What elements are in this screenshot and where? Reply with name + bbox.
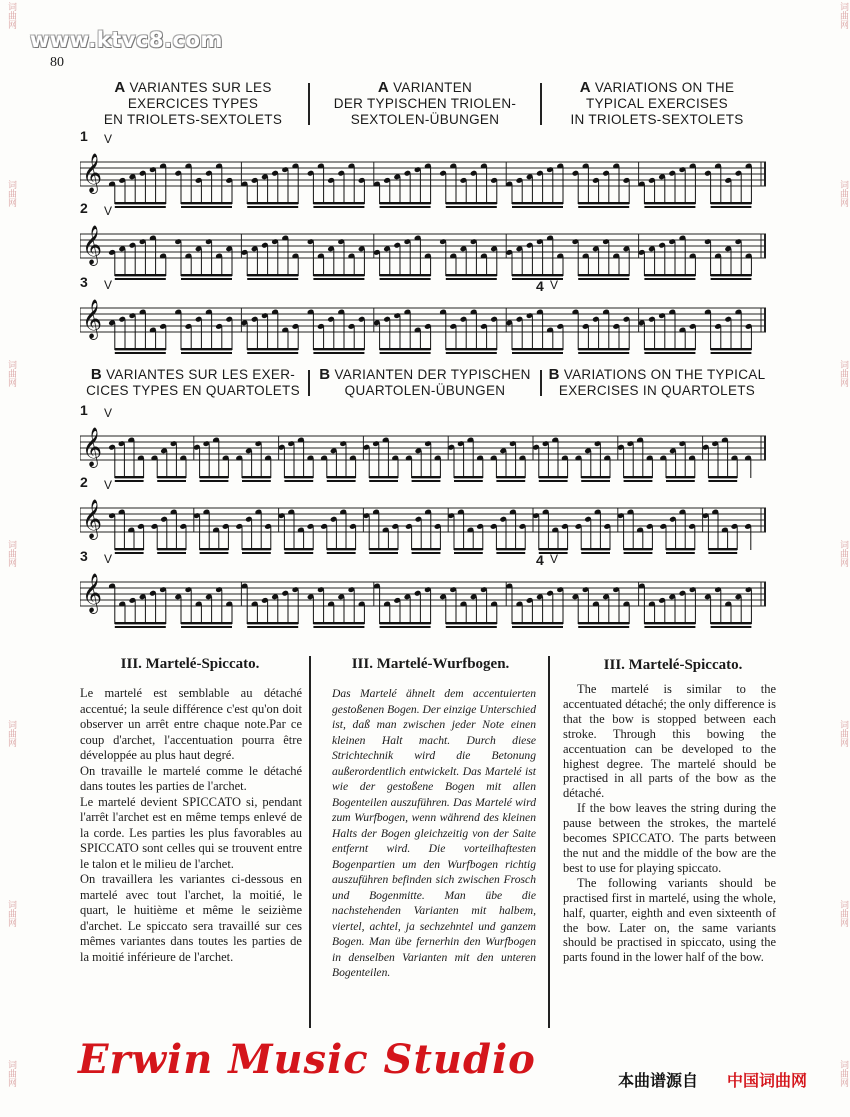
heading-divider bbox=[540, 370, 542, 396]
music-staff bbox=[80, 148, 766, 208]
side-mark: 词曲网 bbox=[838, 2, 848, 29]
side-mark: 词曲网 bbox=[6, 1060, 16, 1087]
section-a-french-heading: A VARIANTES SUR LES EXERCICES TYPES EN TRIOLETS-SEXTOLETS bbox=[103, 79, 283, 127]
up-bow-mark: V bbox=[550, 278, 559, 292]
section-b-heading bbox=[80, 367, 770, 399]
source-site-label: 中国词曲网 bbox=[727, 1071, 808, 1090]
side-mark: 词曲网 bbox=[838, 1060, 848, 1087]
staff-number: 3 bbox=[80, 274, 88, 290]
site-watermark: www.ktvc8.com bbox=[30, 28, 223, 52]
paragraph: The following variants should be practised first in martelé, using the whole, half, quarter, eighth and even sixteenth of the bow. Later on, the same variants should be practised in spiccato, using the parts found in the lower half of the bow. bbox=[563, 875, 776, 965]
column-divider bbox=[548, 656, 550, 1028]
section-a-heading bbox=[80, 80, 770, 128]
studio-signature: Erwin Music Studio bbox=[78, 1036, 536, 1083]
english-text bbox=[563, 682, 776, 965]
music-staff bbox=[80, 294, 766, 354]
side-mark: 词曲网 bbox=[838, 720, 848, 747]
left-margin-strip bbox=[0, 0, 18, 1117]
staff-number: 3 bbox=[80, 548, 88, 564]
staff-number: 2 bbox=[80, 474, 88, 490]
staff-number-inset: 4 bbox=[536, 552, 544, 568]
staff-number: 1 bbox=[80, 402, 88, 418]
side-mark: 词曲网 bbox=[6, 540, 16, 567]
section-b-french-heading: B VARIANTES SUR LES EXER- CICES TYPES EN QUARTOLETS bbox=[86, 366, 300, 398]
side-mark: 词曲网 bbox=[6, 900, 16, 927]
heading-divider bbox=[308, 83, 310, 125]
paragraph: Le martelé devient SPICCATO si, pendant l'arrêt l'archet est en même temps enlevé de la corde. Les parties les plus favorables au SPICCATO sont celles qui se trouvent entre le talon et le milieu de l'archet. bbox=[80, 794, 302, 871]
treble-clef-icon: 𝄞 bbox=[82, 225, 103, 265]
side-mark: 词曲网 bbox=[838, 180, 848, 207]
up-bow-mark: V bbox=[104, 132, 113, 146]
up-bow-mark: V bbox=[550, 552, 559, 566]
side-mark: 词曲网 bbox=[6, 180, 16, 207]
music-staff bbox=[80, 494, 766, 554]
side-mark: 词曲网 bbox=[838, 900, 848, 927]
treble-clef-icon: 𝄞 bbox=[82, 153, 103, 193]
french-section-title: III. Martelé-Spiccato. bbox=[120, 656, 260, 672]
paragraph: On travaille le martelé comme le détaché dans toutes les parties de l'archet. bbox=[80, 763, 302, 793]
german-text bbox=[332, 686, 536, 981]
french-text bbox=[80, 686, 302, 965]
english-section-title: III. Martelé-Spiccato. bbox=[603, 657, 743, 673]
treble-clef-icon: 𝄞 bbox=[82, 427, 103, 467]
section-b-english-heading: B VARIATIONS ON THE TYPICAL EXERCISES IN QUARTOLETS bbox=[548, 366, 766, 398]
heading-divider bbox=[540, 83, 542, 125]
section-a-german-heading: A VARIANTEN DER TYPISCHEN TRIOLEN- SEXTOLEN-ÜBUNGEN bbox=[333, 79, 517, 127]
music-staff bbox=[80, 422, 766, 482]
music-staff bbox=[80, 568, 766, 628]
german-section-title: III. Martelé-Wurfbogen. bbox=[351, 656, 510, 672]
staff-number: 2 bbox=[80, 200, 88, 216]
side-mark: 词曲网 bbox=[6, 720, 16, 747]
paragraph: The martelé is similar to the accentuated détaché; the only difference is that the bow is stopped between each stroke. Through this bowing the accentuation can be developed to the highest degree. The martelé should be practised in all parts of the bow as the détaché. bbox=[563, 682, 776, 801]
side-mark: 词曲网 bbox=[838, 540, 848, 567]
section-b-german-heading: B VARIANTEN DER TYPISCHEN QUARTOLEN-ÜBUNGEN bbox=[319, 366, 531, 398]
up-bow-mark: V bbox=[104, 204, 113, 218]
paragraph: If the bow leaves the string during the pause between the strokes, the martelé becomes SPICCATO. The parts between the nut and the middle of the bow are the best to use for playing spiccato. bbox=[563, 801, 776, 875]
treble-clef-icon: 𝄞 bbox=[82, 573, 103, 613]
up-bow-mark: V bbox=[104, 552, 113, 566]
right-margin-strip bbox=[832, 0, 850, 1117]
treble-clef-icon: 𝄞 bbox=[82, 499, 103, 539]
up-bow-mark: V bbox=[104, 478, 113, 492]
page-number: 80 bbox=[50, 55, 64, 70]
music-staff bbox=[80, 220, 766, 280]
side-mark: 词曲网 bbox=[6, 360, 16, 387]
side-mark: 词曲网 bbox=[838, 360, 848, 387]
up-bow-mark: V bbox=[104, 278, 113, 292]
up-bow-mark: V bbox=[104, 406, 113, 420]
treble-clef-icon: 𝄞 bbox=[82, 299, 103, 339]
paragraph: Le martelé est semblable au détaché accentué; la seule différence c'est qu'on doit observer un arrêt entre chaque note.Par ce coup d'archet, l'accentuation pourra être développée au plus haut degré. bbox=[80, 686, 302, 762]
section-a-english-heading: A VARIATIONS ON THE TYPICAL EXERCISES IN TRIOLETS-SEXTOLETS bbox=[570, 79, 744, 127]
staff-number: 1 bbox=[80, 128, 88, 144]
side-mark: 词曲网 bbox=[6, 2, 16, 29]
source-label: 本曲谱源自 bbox=[618, 1071, 699, 1090]
column-divider bbox=[309, 656, 311, 1028]
paragraph: On travaillera les variantes ci-dessous en martelé avec tout l'archet, la moitié, le quart, le huitième et même le seizième d'archet. Le spiccato sera travaillé sur ces mêmes variantes dans toutes les parties de la moitié inférieure de l'archet. bbox=[80, 872, 302, 964]
heading-divider bbox=[308, 370, 310, 396]
staff-number-inset: 4 bbox=[536, 278, 544, 294]
paragraph: Das Martelé ähnelt dem accentuierten gestoßenen Bogen. Der einzige Unterschied ist, daß man zwischen jeder Note einen kleinen Halt macht. Durch diese Strichtechnik wird die Betonung außerordentlich entwickelt. Das Martelé ist wie der gestoßene Bogen mit allen Bogenteilen auszuführen. Das Martelé wird zum Wurfbogen, wenn während des kleinen Halts der Bogen gleichzeitig von der Saite entfernt wird. Die vorteilhaftesten Bogenpartien um den Wurfbogen richtig auszuführen befinden sich zwischen Frosch und Bogenmitte. Man übe die nachstehenden Varianten mit halbem, viertel, achtel, ja sechzehntel und ganzem Bogen. Man übe fernerhin den Wurfbogen in denselben Varianten mit den unteren Bogenteilen. bbox=[332, 687, 536, 979]
